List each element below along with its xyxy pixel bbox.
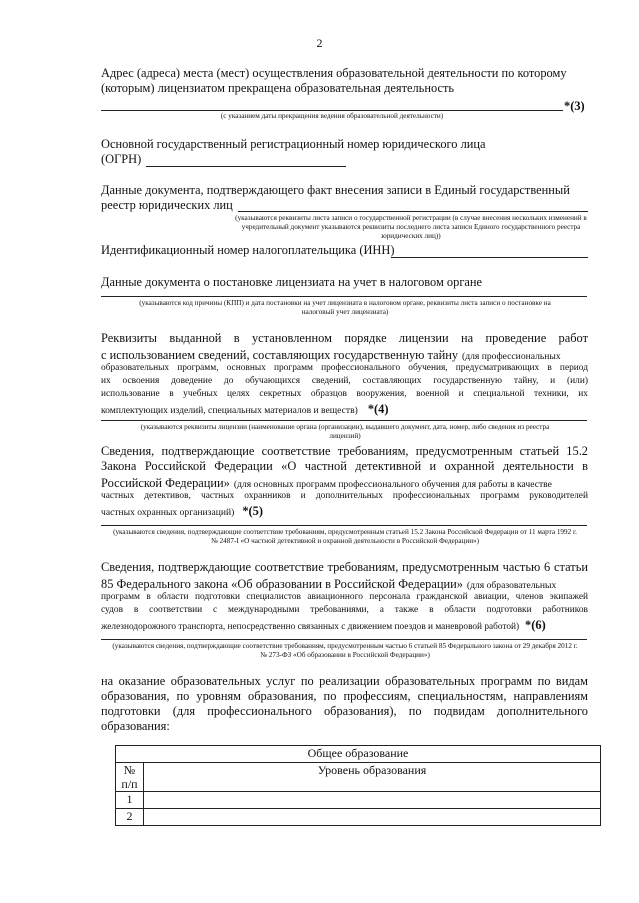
license-line-2-small: (для профессиональных [462, 351, 561, 362]
detective-last-line [101, 502, 263, 520]
license-small-line-3: использование в учебных целях секретных образцов вооружения, военной и специальной техники, их [101, 389, 588, 399]
aviation-line-1: Сведения, подтверждающие соответствие требованиям, предусмотренным частью 6 статьи [101, 560, 588, 574]
address-footnote-marker: *(3) [564, 99, 585, 113]
inn-label: Идентификационный номер налогоплательщика (ИНН) [101, 243, 395, 257]
tax-note: (указываются код причины (КПП) и дата постановки на учет лицензиата в налоговом органе, реквизиты листа записи о постановке на налоговый учет лицензиата) [139, 299, 551, 316]
detective-footnote-marker: *(5) [242, 504, 263, 518]
table-header-level: Уровень образования [144, 763, 601, 792]
aviation-last-line [101, 616, 546, 634]
detective-last-small: частных охранных организаций) [101, 507, 235, 518]
aviation-input-line[interactable] [101, 639, 587, 640]
license-small-line-1: образовательных программ, основных программ профессионального обучения, предусматривающих в период [101, 363, 588, 373]
ogrn-line-1: Основной государственный регистрационный номер юридического лица [101, 137, 486, 151]
detective-line-3-small: (для основных программ профессионального обучения для работы в качестве [233, 479, 552, 490]
table-row-number: 1 [116, 792, 144, 809]
detective-input-line[interactable] [101, 525, 587, 526]
detective-small-line: частных детективов, частных охранников и дополнительных профессиональных программ руководителей [101, 491, 588, 501]
ogrn-input-line[interactable] [146, 166, 346, 167]
egrul-note: (указываются реквизиты листа записи о государственной регистрации (в случае внесения нескольких изменений в учредительный документ указываются реквизиты последнего листа записи Единого государственного реестра юридических лиц)) [235, 214, 587, 240]
aviation-line-2-small: (для образовательных [466, 580, 557, 591]
detective-note: (указываются сведения, подтверждающие соответствие требованиям, предусмотренным статьей 15.2 Закона Российской Федерации от 11 марта 1992 г. № 2487-I «О частной детективной и охранной деятельности в Российской Федерации») [113, 528, 577, 545]
egrul-input-line[interactable] [238, 211, 588, 212]
license-footnote-marker: *(4) [367, 402, 389, 416]
egrul-line-1: Данные документа, подтверждающего факт внесения записи в Единый государственный [101, 183, 570, 197]
table-title: Общее образование [116, 746, 601, 763]
aviation-small-line-2: судов в соответствии с международными требованиями, а также в области подготовки работников [101, 605, 588, 615]
ogrn-label: (ОГРН) [101, 152, 142, 166]
tax-input-line[interactable] [101, 296, 587, 297]
detective-line-1: Сведения, подтверждающие соответствие требованиям, предусмотренным статьей 15.2 [101, 444, 588, 458]
services-line-3: подготовки (для профессионального образования), по подвидам дополнительного [101, 704, 588, 718]
services-line-1: на оказание образовательных услуг по реализации образовательных программ по видам [101, 674, 588, 688]
egrul-line-2: реестр юридических лиц [101, 198, 233, 212]
address-line-1: Адрес (адреса) места (мест) осуществления образовательной деятельности по которому [101, 66, 567, 80]
table-header-number: № п/п [116, 763, 144, 792]
license-last-small: комплектующих изделий, специальных материалов и веществ) [101, 405, 358, 416]
license-input-line[interactable] [101, 420, 587, 421]
table-row [116, 809, 601, 826]
detective-line-2: Закона Российской Федерации «О частной детективной и охранной деятельности в [101, 459, 588, 473]
address-line-2: (которым) лицензиатом прекращена образовательная деятельность [101, 81, 455, 95]
aviation-last-small: железнодорожного транспорта, непосредственно связанных с движением поездов и маневровой работой) [101, 622, 520, 632]
address-input-line[interactable] [101, 110, 563, 111]
license-last-line [101, 400, 389, 418]
license-small-line-2: их освоения доведение до обучающихся сведений, составляющих государственную тайну, и (или) [101, 376, 588, 386]
table-row-level-cell[interactable] [144, 809, 601, 826]
table-row-number: 2 [116, 809, 144, 826]
license-note: (указываются реквизиты лицензии (наименование органа (организации), выдавшего документ, дата, номер, либо сведения из реестра лицензий) [140, 423, 550, 440]
table-row-level-cell[interactable] [144, 792, 601, 809]
tax-line-1: Данные документа о постановке лицензиата на учет в налоговом органе [101, 275, 483, 289]
table-row [116, 792, 601, 809]
services-line-2: образования, по уровням образования, по профессиям, специальностям, направлениям [101, 689, 588, 703]
inn-input-line[interactable] [391, 257, 588, 258]
services-last-line: образования: [101, 719, 170, 733]
education-table [115, 745, 601, 826]
page-number: 2 [316, 36, 323, 50]
aviation-note: (указываются сведения, подтверждающие соответствие требованиям, предусмотренным частью 6 статьей 85 Федерального закона от 29 декабря 2012 г. № 273-ФЗ «Об образовании в Российской Федерации») [112, 642, 578, 659]
license-line-1: Реквизиты выданной в установленном порядке лицензии на проведение работ [101, 331, 588, 345]
aviation-footnote-marker: *(6) [525, 618, 546, 632]
license-line-2-main: с использованием сведений, составляющих государственную тайну [101, 348, 459, 362]
aviation-small-line-1: программ в области подготовки специалистов авиационного персонала гражданской авиации, членов экипажей [101, 592, 588, 602]
aviation-line-2-main: 85 Федерального закона «Об образовании в Российской Федерации» [101, 577, 463, 591]
address-note: (с указанием даты прекращения ведения образовательной деятельности) [220, 112, 444, 120]
detective-line-3-main: Российской Федерации» [101, 476, 230, 490]
